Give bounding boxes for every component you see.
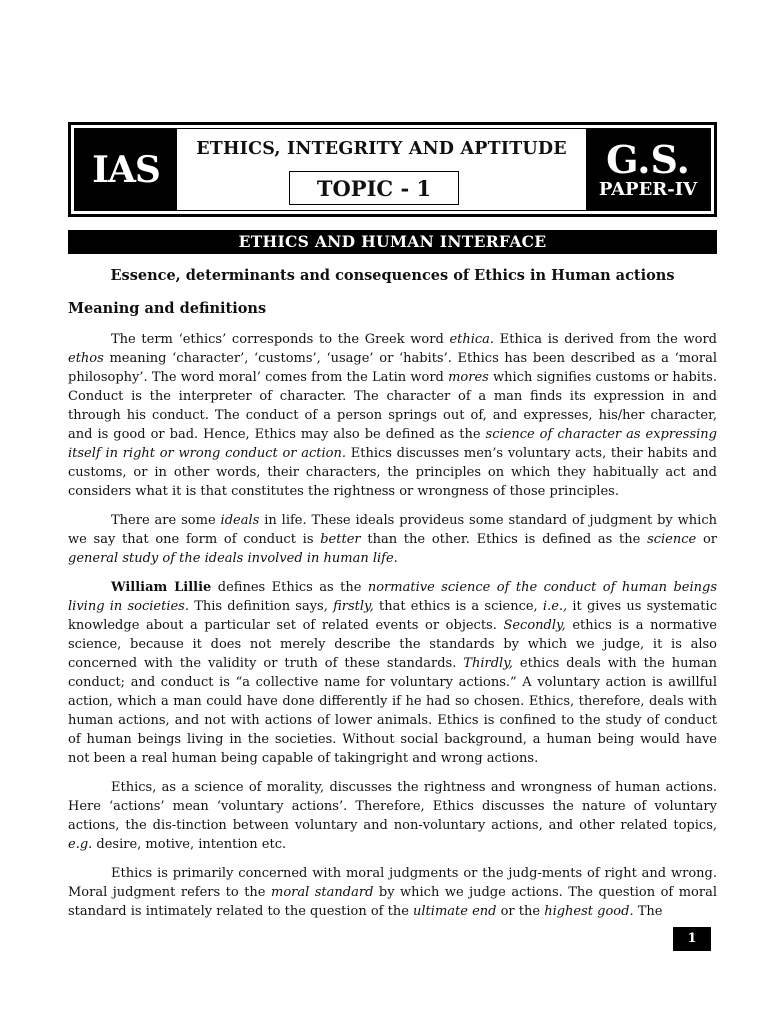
- italic-term: firstly,: [333, 599, 374, 614]
- text-span: desire, motive, intention etc.: [92, 837, 287, 852]
- gs-block: [586, 129, 710, 210]
- text-span: ethics is a normative science, because it does not merely describe the standards by which we judge, it is also concerned with the validity or truth of these standards.: [68, 618, 717, 671]
- italic-term: ethica.: [449, 332, 495, 347]
- text-span: The: [633, 904, 663, 919]
- text-span: Ethics, as a science of morality, discusses the rightness and wrongness of human actions. Here ‘actions’ mean ‘voluntary actions’. Therefore, Ethics discusses the nature of voluntary actions, the dis-tinction between voluntary and non-voluntary actions, and other related topics,: [68, 780, 717, 833]
- italic-term: ultimate end: [413, 904, 497, 919]
- paragraph-2: [68, 511, 717, 568]
- italic-term: normative science of the conduct of human beings living in societies.: [68, 580, 717, 614]
- italic-term: mores: [448, 370, 489, 385]
- italic-term: science of character as expressing itself in right or wrong conduct or action.: [68, 427, 717, 461]
- text-span: defines Ethics as the: [211, 580, 368, 595]
- italic-term: Thirdly,: [463, 656, 513, 671]
- text-span: that ethics is a science,: [373, 599, 543, 614]
- ias-label: IAS: [75, 129, 177, 210]
- text-span: meaning ‘character’, ‘customs’, ‘usage’ or ‘habits’. Ethics has been described as a ‘moral philosophy’. The word moral’ comes from the Latin word: [68, 351, 717, 385]
- text-span: in life. These ideals provideus some standard of judgment by which we say that one form of conduct is: [68, 513, 717, 547]
- italic-term: better: [320, 532, 361, 547]
- topic-label: TOPIC - 1: [289, 171, 459, 205]
- bold-name: William Lillie: [111, 580, 212, 595]
- text-span: ethics deals with the human conduct; and conduct is “a collective name for voluntary actions.” A voluntary action is awillful action, which a man could have done differently if he had so chosen. Ethics, therefore, deals with human actions, and not with actions of lower animals. Ethics is confined to the study of conduct of human beings living in the societies. Without social background, a human being would have not been a real human being capable of takingright and wrong actions.: [68, 656, 717, 766]
- header-center: [177, 129, 586, 210]
- text-span: This definition says,: [188, 599, 334, 614]
- italic-term: science: [647, 532, 697, 547]
- text-span: or the: [496, 904, 545, 919]
- italic-term: Secondly,: [503, 618, 566, 633]
- text-span: it gives us systematic knowledge about a particular set of related events or objects.: [68, 599, 717, 633]
- paragraph-3: [68, 578, 717, 768]
- text-span: Ethics is primarily concerned with moral judgments or the judg-ments of right and wrong. Moral judgment refers to the: [68, 866, 717, 900]
- header-box: [68, 122, 717, 217]
- text-span: which signifies customs or habits. Conduct is the interpreter of character. The character of a man finds its expression in and through his conduct. The conduct of a person springs out of, and expresses, his/her character, and is good or bad. Hence, Ethics may also be defined as the: [68, 370, 717, 442]
- chapter-banner: ETHICS AND HUMAN INTERFACE: [68, 230, 717, 254]
- text-span: or: [696, 532, 717, 547]
- italic-term: moral standard: [271, 885, 374, 900]
- text-span: The term ‘ethics’ corresponds to the Greek word: [111, 332, 450, 347]
- paper-label: PAPER-IV: [598, 178, 698, 200]
- text-span: There are some: [111, 513, 221, 528]
- text-span: by which we judge actions. The question of moral standard is intimately related to the question of the: [68, 885, 717, 919]
- italic-term: ethos: [68, 351, 104, 366]
- italic-term: e.g.: [68, 837, 93, 852]
- text-span: Ethica is derived from the word: [494, 332, 717, 347]
- italic-term: i.e.,: [542, 599, 568, 614]
- text-span: Ethics discusses men’s voluntary acts, their habits and customs, or in other words, their characters, the principles on which they habitually act and considers what it is that constitutes the rightness or wrongness of those principles.: [68, 446, 717, 499]
- paragraph-1: [68, 330, 717, 501]
- subject-title: ETHICS, INTEGRITY AND APTITUDE: [196, 139, 567, 159]
- paragraph-5: [68, 864, 717, 921]
- page-number: 1: [673, 927, 711, 951]
- body-text: [68, 330, 717, 931]
- gs-label: G.S.: [606, 136, 690, 182]
- header-inner: [74, 128, 711, 211]
- page-subtitle: Essence, determinants and consequences of Ethics in Human actions: [110, 267, 675, 284]
- italic-term: ideals: [220, 513, 260, 528]
- section-heading: Meaning and definitions: [68, 300, 267, 317]
- italic-term: highest good.: [544, 904, 634, 919]
- paragraph-4: [68, 778, 717, 854]
- text-span: than the other. Ethics is defined as the: [360, 532, 648, 547]
- italic-term: general study of the ideals involved in human life.: [68, 551, 398, 566]
